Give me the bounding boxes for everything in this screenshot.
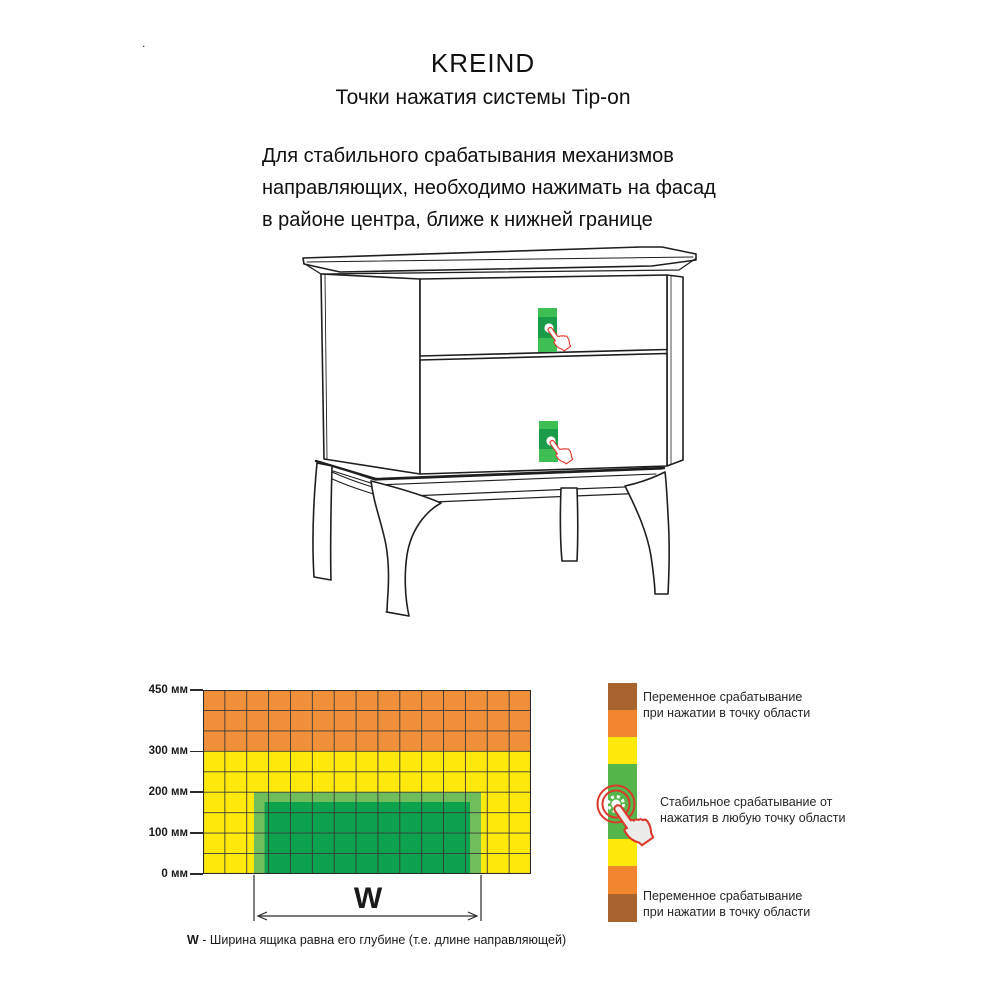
leg-back-right [560,488,577,561]
intro-line: Для стабильного срабатывания механизмов [262,145,674,167]
y-tick-label: 450 мм [140,684,203,696]
y-tick-label: 300 мм [140,745,203,757]
legend-line: Переменное срабатывание [643,690,803,704]
legend-line: нажатия в любую точку области [660,810,846,825]
legend-line: при нажатии в точку области [643,904,811,919]
intro-line: в районе центра, ближе к нижней границе [262,209,653,231]
footnote-w: W [187,933,199,947]
zone-variable-top [203,690,531,751]
legend-swatch-orange-bot [608,866,637,894]
y-tick-label: 100 мм [140,827,203,839]
legend-swatch-orange-top [608,710,637,737]
cabinet-side-panel [321,274,420,474]
brand-title: KREIND [430,48,536,78]
page-title: Точки нажатия системы Tip-on [335,86,631,109]
leg-back-left [313,463,332,580]
page-header [0,48,966,110]
press-zone-chart [203,690,531,874]
legend-swatch-yellow-top [608,737,637,764]
footnote [187,933,566,947]
legend-item-variable-bottom [643,889,810,920]
legend-item-variable-top [643,690,810,721]
leg-front-left [371,481,441,616]
y-tick-label: 0 мм [140,868,203,880]
furniture-diagram [190,240,710,630]
legend-swatch-brown-top [608,683,637,710]
intro-paragraph [262,140,716,236]
legend-swatch-brown-bot [608,894,637,922]
width-label: W [353,882,383,915]
legend-item-stable [660,795,845,826]
intro-line: направляющих, необходимо нажимать на фасад [262,177,716,199]
cabinet-right-edge [667,275,683,466]
legend-line: Переменное срабатывание [643,889,803,903]
footnote-text: - Ширина ящика равна его глубине (т.е. длине направляющей) [198,933,567,947]
y-tick-label: 200 мм [140,786,203,798]
legend-line: при нажатии в точку области [643,705,811,720]
corner-dot: . [142,36,146,50]
legend-line: Стабильное срабатывание от [660,795,833,809]
leg-front-right [625,472,669,594]
